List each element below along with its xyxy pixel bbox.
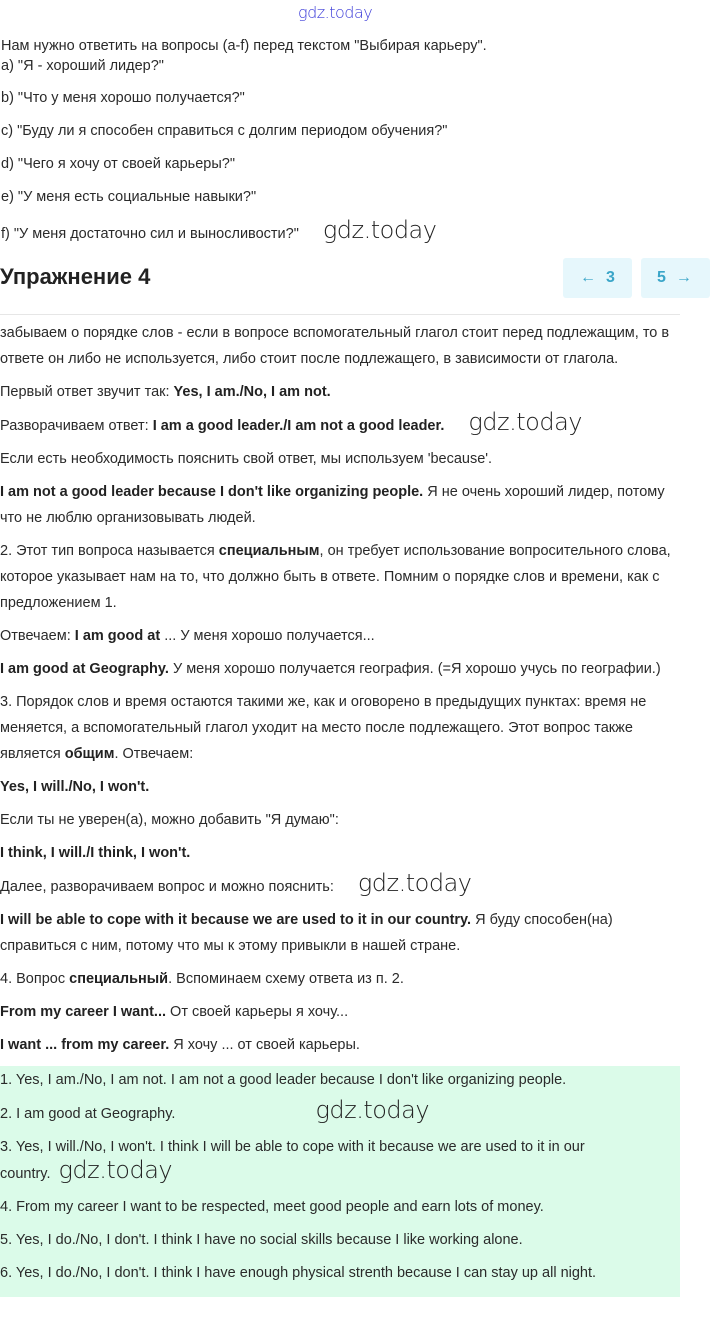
watermark: gdz.today — [322, 216, 437, 244]
explanation-paragraph — [0, 656, 680, 682]
bold-text: I want ... from my career. — [0, 1037, 170, 1053]
text: Далее, разворачиваем вопрос и можно пояснить: — [0, 879, 334, 895]
answer-6: 6. Yes, I do./No, I don't. I think I have enough physical strenth because I can stay up all night. — [0, 1265, 597, 1281]
text: . Отвечаем: — [114, 746, 194, 762]
answer-2: 2. I am good at Geography. — [0, 1106, 176, 1122]
text: . Вспоминаем схему ответа из п. 2. — [168, 971, 404, 987]
answer-3-line — [0, 1134, 680, 1187]
question-b: b) "Что у меня хорошо получается?" — [1, 90, 245, 106]
bold-text: специальным — [218, 543, 320, 559]
bold-text: Yes, I am./No, I am not. — [173, 384, 331, 400]
explanation-paragraph — [0, 479, 680, 531]
text: Я буду способен(на) справиться с ним, потому что мы к этому привыкли в нашей стране. — [0, 912, 613, 954]
text: Первый ответ звучит так: — [0, 384, 174, 400]
text: 3. Порядок слов и время остаются такими же, как и оговорено в предыдущих пунктах: время не меняется, а вспомогательный глагол уходит на место после подлежащего. Этот вопрос также является — [0, 694, 647, 762]
explanation-paragraph — [0, 774, 680, 800]
text: У меня хорошо получается география. (=Я хорошо учусь по географии.) — [168, 661, 661, 677]
text: Отвечаем: — [0, 628, 75, 644]
explanation-paragraph — [0, 840, 680, 866]
bold-text: специальный — [69, 971, 169, 987]
answer-4: 4. From my career I want to be respected, meet good people and earn lots of money. — [0, 1199, 544, 1215]
explanation-paragraph — [0, 320, 680, 372]
bold-text: I think, I will./I think, I won't. — [0, 845, 191, 861]
bold-text: I am not a good leader because I don't like organizing people. — [0, 484, 424, 500]
prev-exercise-button[interactable] — [563, 258, 632, 298]
text: Разворачиваем ответ: — [0, 418, 153, 434]
watermark: gdz.today — [298, 3, 373, 22]
bold-text: Yes, I will./No, I won't. — [0, 779, 150, 795]
explanation-paragraph — [0, 446, 680, 472]
text: Я не очень хороший лидер, потому что не люблю организовывать людей. — [0, 484, 665, 526]
text: 2. Этот тип вопроса называется — [0, 543, 219, 559]
answer-1: 1. Yes, I am./No, I am not. I am not a good leader because I don't like organizing people. — [0, 1072, 567, 1088]
explanation-paragraph — [0, 538, 680, 616]
text: , он требует использование вопросительного слова, которое указывает нам на то, что должно быть в ответе. Помним о порядке слов и времени, как с предложением 1. — [0, 543, 671, 611]
question-f-line — [1, 216, 437, 244]
bold-text: I am a good leader./I am not a good leader. — [152, 418, 445, 434]
text: 4. Вопрос — [0, 971, 70, 987]
explanation-paragraph — [0, 966, 680, 992]
divider — [0, 314, 680, 315]
exercise-title: Упражнение 4 — [0, 264, 151, 289]
watermark: gdz.today — [58, 1156, 173, 1184]
arrow-left-icon: ← — [580, 269, 597, 286]
explanation — [0, 320, 680, 1058]
bold-text: общим — [64, 746, 115, 762]
explanation-paragraph — [0, 807, 680, 833]
text: Если есть необходимость пояснить свой ответ, мы используем 'because'. — [0, 451, 493, 467]
explanation-paragraph — [0, 999, 680, 1025]
explanation-paragraph — [0, 907, 680, 959]
bold-text: From my career I want... — [0, 1004, 167, 1020]
bold-text: I am good at — [74, 628, 161, 644]
next-exercise-label: 5 — [657, 269, 666, 286]
text: Я хочу ... от своей карьеры. — [169, 1037, 360, 1053]
prev-exercise-label: 3 — [606, 269, 615, 286]
explanation-paragraph — [0, 623, 680, 649]
text: От своей карьеры я хочу... — [166, 1004, 349, 1020]
answer-2-line — [0, 1096, 680, 1127]
answer-5: 5. Yes, I do./No, I don't. I think I have no social skills because I like working alone. — [0, 1232, 523, 1248]
bold-text: I am good at Geography. — [0, 661, 169, 677]
question-d: d) "Чего я хочу от своей карьеры?" — [1, 156, 235, 172]
text: Если ты не уверен(а), можно добавить "Я думаю": — [0, 812, 339, 828]
watermark: gdz.today — [315, 1096, 430, 1124]
question-f: f) "У меня достаточно сил и выносливости?" — [1, 226, 299, 242]
explanation-paragraph — [0, 408, 680, 439]
next-exercise-button[interactable] — [641, 258, 710, 298]
watermark: gdz.today — [468, 408, 582, 436]
answer-3: 3. Yes, I will./No, I won't. I think I will be able to cope with it because we are used to it in our country. — [0, 1139, 585, 1182]
intro-text: Нам нужно ответить на вопросы (a-f) перед текстом "Выбирая карьеру". — [1, 38, 487, 54]
question-a: a) "Я - хороший лидер?" — [1, 58, 164, 74]
bold-text: I will be able to cope with it because we are used to it in our country. — [0, 912, 472, 928]
answers-block — [0, 1066, 680, 1297]
explanation-paragraph — [0, 689, 680, 767]
explanation-paragraph — [0, 1032, 680, 1058]
watermark: gdz.today — [357, 869, 472, 897]
question-e: e) "У меня есть социальные навыки?" — [1, 189, 257, 205]
text: ... У меня хорошо получается... — [160, 628, 375, 644]
text: забываем о порядке слов - если в вопросе вспомогательный глагол стоит перед подлежащим, то в ответе он либо не используется, либо стоит после подлежащего, в зависимости от глагола. — [0, 325, 670, 367]
arrow-right-icon: → — [675, 269, 692, 286]
question-c: c) "Буду ли я способен справиться с долгим периодом обучения?" — [1, 123, 448, 139]
explanation-paragraph — [0, 869, 680, 900]
explanation-paragraph — [0, 379, 680, 405]
